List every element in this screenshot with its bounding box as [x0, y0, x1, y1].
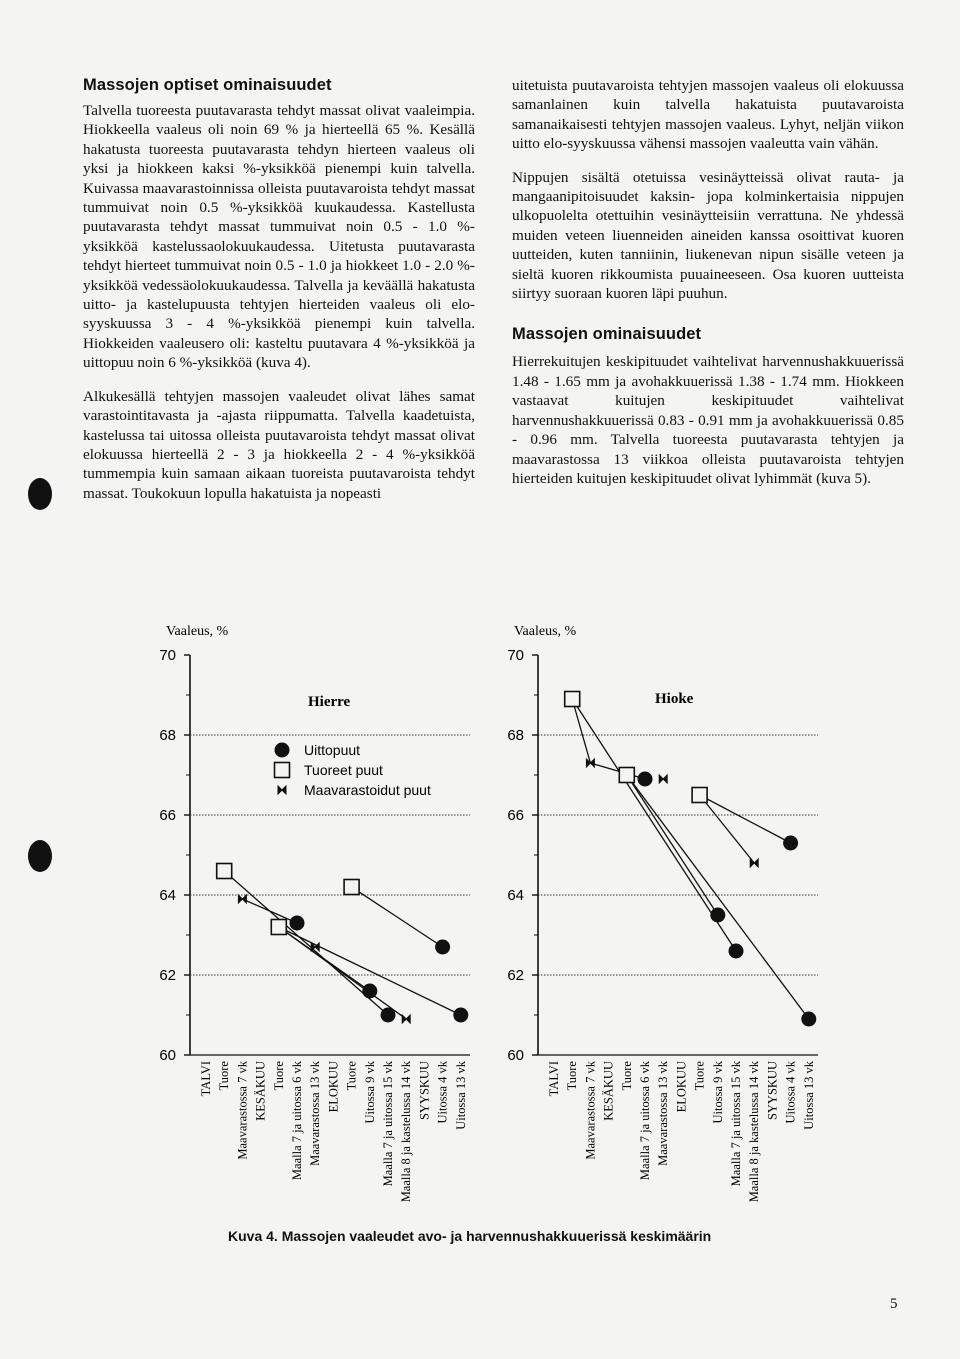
- left-column: [83, 76, 475, 517]
- legend-label: Uittopuut: [304, 742, 361, 758]
- y-tick-label: 70: [159, 647, 176, 664]
- section-heading-optical: Massojen optiset ominaisuudet: [83, 76, 332, 94]
- data-point: [217, 864, 232, 879]
- x-tick-label: Maalla 8 ja kastelussa 14 vk: [399, 1061, 414, 1203]
- data-point: [750, 859, 758, 867]
- trend-line: [279, 927, 461, 1015]
- x-tick-label: TALVI: [547, 1061, 561, 1097]
- x-tick-label: ELOKUU: [326, 1061, 341, 1113]
- trend-line: [572, 699, 590, 763]
- data-point: [638, 772, 653, 787]
- y-tick-label: 66: [507, 807, 524, 824]
- x-tick-label: KESÄKUU: [253, 1061, 268, 1121]
- y-tick-label: 70: [507, 647, 524, 664]
- x-tick-label: Tuore: [565, 1061, 580, 1091]
- x-tick-label: Tuore: [271, 1061, 286, 1091]
- data-point: [290, 916, 305, 931]
- y-axis-label: Vaaleus, %: [514, 624, 577, 639]
- y-tick-label: 60: [159, 1047, 176, 1064]
- figure-caption: Kuva 4. Massojen vaaleudet avo- ja harvennushakkuuerissä keskimäärin: [228, 1228, 712, 1244]
- data-point: [344, 880, 359, 895]
- figure-charts: [0, 600, 960, 1220]
- data-point: [453, 1008, 468, 1023]
- data-point: [729, 944, 744, 959]
- paragraph: uitetuista puutavaroista tehtyjen massojen vaaleus oli elokuussa samanlainen kuin talvella hakatuista puutavaroista samanaikaisesti tehtyjen massojen vaaleus. Lyhyt, neljän viikon uitto elo-syyskuussa vähensi massojen vaaleutta vain vähän.: [512, 77, 904, 153]
- legend-marker: [275, 743, 290, 758]
- data-point: [801, 1012, 816, 1027]
- paragraph: Talvella tuoreesta puutavarasta tehdyt massat olivat vaaleimpia. Hiokkeella vaaleus oli noin 69 % ja hierteellä 65 %. Kesällä hakatusta tuoreesta puutavarasta tehdyn hierteen vaaleus oli yksi ja hiokkeen kaksi %-yksikköä pienempi kuin talvella. Kuivassa maavarastoinnissa olleista puutavaroista tehdyt massat tummuivat noin 0.5 %-yksikköä kuukaudessa. Kastellusta puutavarasta tehdyt massat tummuivat noin 0.5 - 1.0 %-yksikköä kastelussaolokuukaudessa. Uitetusta puutavarasta tehdyt hierteet tummuivat noin 0.5 - 1.0 ja hiokkeet 1.0 - 2.0 %-yksikköä vedessäolokuukaudessa. Talvella ja keväällä hakatusta uitto- ja kastelupuusta tehtyjen hierteiden vaaleus oli elo-syyskuussa 3 - 4 %-yksikköä pienempi kuin talvella. Hiokkeiden vaaleusero oli: kasteltu puutavara 4 %-yksikköä ja uittopuu noin 6 %-yksikköä (kuva 4).: [83, 102, 475, 372]
- chart-title: Hioke: [655, 691, 694, 707]
- y-tick-label: 64: [507, 887, 524, 904]
- x-tick-label: Tuore: [217, 1061, 232, 1091]
- trend-line: [627, 775, 809, 1019]
- legend-marker: [278, 786, 286, 794]
- legend-label: Maavarastoidut puut: [304, 782, 431, 798]
- x-tick-label: ELOKUU: [674, 1061, 689, 1113]
- x-tick-label: Tuore: [619, 1061, 634, 1091]
- paragraph: Hierrekuitujen keskipituudet vaihtelivat harvennushakkuuerissä 1.48 - 1.65 mm ja avohakkuuerissä 1.38 - 1.74 mm. Hiokkeen vastaavat kuitujen keskipituudet vaihtelivat harvennushakkuuerissä 0.83 - 0.91 mm ja avohakkuuerissä 0.85 - 0.96 mm. Talvella tuoreesta puutavarasta tehtyjen ja maavarastossa 13 viikkoa olleista puutavaroista tehtyjen hierteiden kuitujen keskipituudet olivat lyhimmät (kuva 5).: [512, 353, 904, 487]
- legend-marker: [275, 763, 290, 778]
- x-tick-label: TALVI: [199, 1061, 213, 1097]
- paragraph: Nippujen sisältä otetuissa vesinäytteissä olivat rauta- ja mangaanipitoisuudet kaksin- jopa kolminkertaisia nippujen ulkopuolelta otettuihin vesinäytteisiin verrattuna. Ne yhdessä muiden veteen liuenneiden aineiden kanssa osoittivat kuoren uutteiden, kuten tanniinin, liukenevan nipun sisälle veteen ja sieltä kuoren rikkoumista puuaineeseen. Osa kuoren uutteista siirtyy suoraan kuoren läpi puuhun.: [512, 168, 904, 303]
- right-column: [512, 76, 904, 502]
- x-tick-label: Tuore: [344, 1061, 359, 1091]
- chart-title: Hierre: [308, 694, 351, 710]
- trend-line: [352, 887, 443, 947]
- data-point: [402, 1015, 410, 1023]
- data-point: [659, 775, 667, 783]
- x-tick-label: SYYSKUU: [765, 1061, 780, 1121]
- legend-label: Tuoreet puut: [304, 762, 383, 778]
- data-point: [271, 920, 286, 935]
- x-tick-label: Maalla 7 ja uitossa 15 vk: [381, 1061, 395, 1187]
- y-axis-label: Vaaleus, %: [166, 624, 229, 639]
- data-point: [710, 908, 725, 923]
- y-tick-label: 62: [159, 967, 176, 984]
- x-tick-label: Maalla 7 ja uitossa 6 vk: [638, 1061, 652, 1181]
- x-tick-label: Maalla 8 ja kastelussa 14 vk: [747, 1061, 762, 1203]
- trend-line: [700, 795, 791, 843]
- x-tick-label: Tuore: [692, 1061, 707, 1091]
- page-number: 5: [890, 1296, 898, 1312]
- chart-hierre: [159, 624, 470, 1202]
- y-tick-label: 62: [507, 967, 524, 984]
- x-tick-label: Maavarastossa 13 vk: [308, 1061, 323, 1166]
- data-point: [586, 759, 594, 767]
- data-point: [692, 788, 707, 803]
- x-tick-label: Maavarastossa 13 vk: [656, 1061, 671, 1166]
- data-point: [783, 836, 798, 851]
- section-heading-properties: Massojen ominaisuudet: [512, 325, 702, 344]
- x-tick-label: Uitossa 9 vk: [362, 1061, 377, 1124]
- x-tick-label: Uitossa 13 vk: [453, 1061, 468, 1130]
- data-point: [435, 940, 450, 955]
- x-tick-label: Maalla 7 ja uitossa 15 vk: [729, 1061, 743, 1187]
- data-point: [619, 768, 634, 783]
- trend-line: [590, 763, 645, 779]
- chart-hioke: [507, 624, 818, 1202]
- y-tick-label: 68: [159, 727, 176, 744]
- x-tick-label: Uitossa 13 vk: [801, 1061, 816, 1130]
- paragraph: Alkukesällä tehtyjen massojen vaaleudet olivat lähes samat varastointitavasta ja -ajasta riippumatta. Talvella kaadetuista, kastelussa tai uitossa olleista puutavaroista tehdyt massat olivat elokuussa hierteellä 2 - 3 ja hiokkeella 2 - 4 %-yksikköä tummempia kuin samaan aikaan tuoreista puutavaroista tehdyt massat. Toukokuun lopulla hakatuista ja nopeasti: [83, 387, 475, 502]
- data-point: [362, 984, 377, 999]
- y-tick-label: 64: [159, 887, 176, 904]
- trend-line: [242, 899, 297, 923]
- trend-line: [279, 927, 406, 1019]
- x-tick-label: Uitossa 4 vk: [435, 1061, 450, 1124]
- x-tick-label: Maalla 7 ja uitossa 6 vk: [290, 1061, 304, 1181]
- y-tick-label: 66: [159, 807, 176, 824]
- x-tick-label: Uitossa 4 vk: [783, 1061, 798, 1124]
- x-tick-label: Uitossa 9 vk: [710, 1061, 725, 1124]
- data-point: [238, 895, 246, 903]
- x-tick-label: SYYSKUU: [417, 1061, 432, 1121]
- x-tick-label: Maavarastossa 7 vk: [235, 1061, 250, 1160]
- y-tick-label: 60: [507, 1047, 524, 1064]
- data-point: [381, 1008, 396, 1023]
- binder-hole-top: [28, 478, 52, 510]
- data-point: [565, 692, 580, 707]
- x-tick-label: KESÄKUU: [601, 1061, 616, 1121]
- trend-line: [700, 795, 755, 863]
- y-tick-label: 68: [507, 727, 524, 744]
- x-tick-label: Maavarastossa 7 vk: [583, 1061, 598, 1160]
